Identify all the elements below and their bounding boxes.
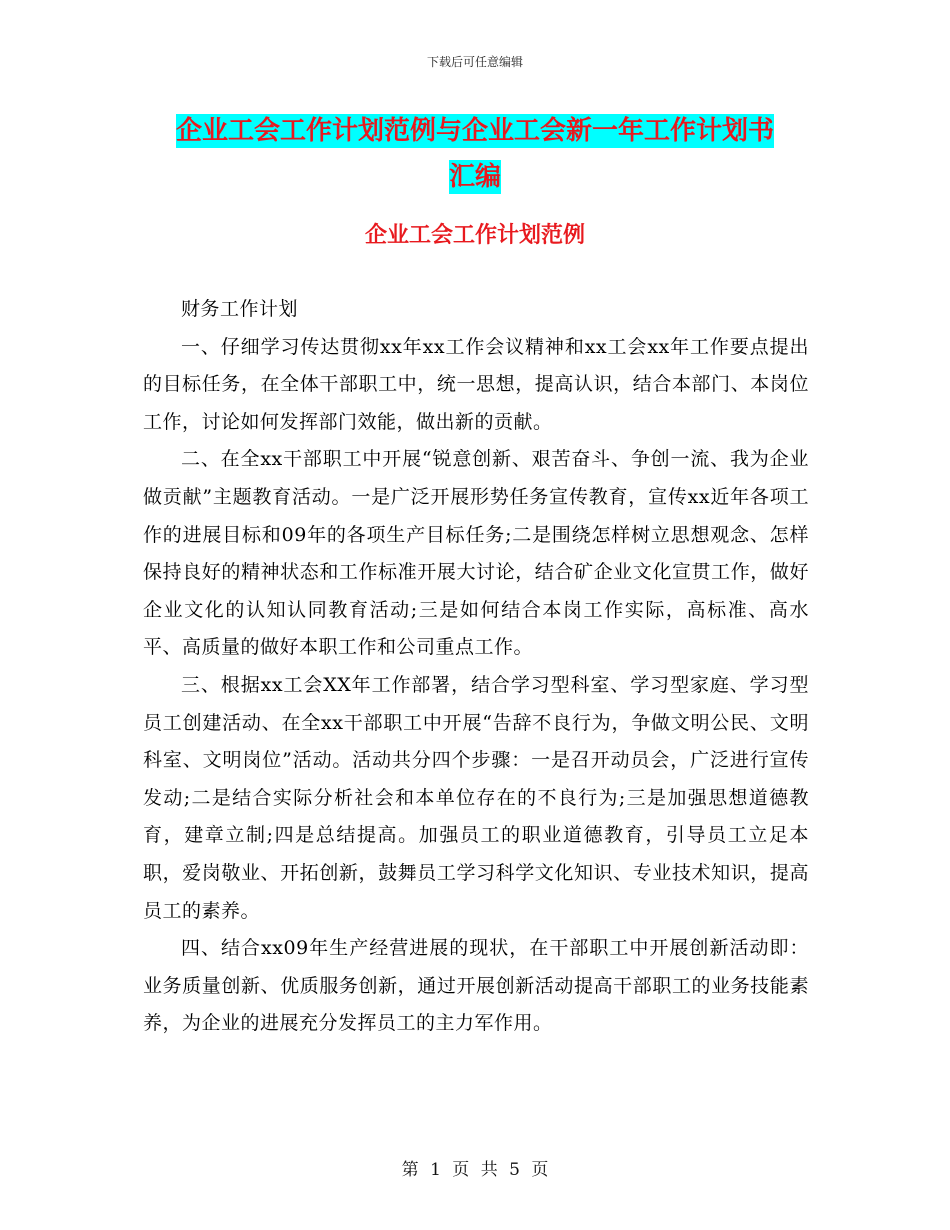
main-title-line1: 企业工会工作计划范例与企业工会新一年工作计划书 [175, 116, 774, 146]
body-text [143, 291, 809, 1043]
paragraph: 一、仔细学习传达贯彻xx年xx工作会议精神和xx工会xx年工作要点提出的目标任务，在全体干部职工中，统一思想，提高认识，结合本部门、本岗位工作，讨论如何发挥部门效能，做出新的贡献。 [143, 335, 809, 433]
page-footer: 第 1 页 共 5 页 [401, 1160, 549, 1180]
main-title [140, 108, 810, 200]
paragraph: 二、在全xx干部职工中开展“锐意创新、艰苦奋斗、争创一流、我为企业做贡献”主题教育活动。一是广泛开展形势任务宣传教育，宣传xx近年各项工作的进展目标和09年的各项生产目标任务;二是围绕怎样树立思想观念、怎样保持良好的精神状态和工作标准开展大讨论，结合矿企业文化宣贯工作，做好企业文化的认知认同教育活动;三是如何结合本岗工作实际，高标准、高水平、高质量的做好本职工作和公司重点工作。 [143, 448, 809, 659]
section-title: 企业工会工作计划范例 [364, 223, 585, 248]
paragraph: 三、根据xx工会XX年工作部署，结合学习型科室、学习型家庭、学习型员工创建活动、在全xx干部职工中开展“告辞不良行为，争做文明公民、文明科室、文明岗位”活动。活动共分四个步骤：一是召开动员会，广泛进行宣传发动;二是结合实际分析社会和本单位存在的不良行为;三是加强思想道德教育，建章立制;四是总结提高。加强员工的职业道德教育，引导员工立足本职，爱岗敬业、开拓创新，鼓舞员工学习科学文化知识、专业技术知识，提高员工的素养。 [143, 673, 809, 922]
main-title-line2: 汇编 [448, 162, 501, 192]
paragraph: 四、结合xx09年生产经营进展的现状，在干部职工中开展创新活动即：业务质量创新、优质服务创新，通过开展创新活动提高干部职工的业务技能素养，为企业的进展充分发挥员工的主力军作用。 [143, 937, 809, 1035]
paragraph-heading: 财务工作计划 [181, 298, 299, 320]
header-note: 下载后可任意编辑 [426, 55, 523, 69]
